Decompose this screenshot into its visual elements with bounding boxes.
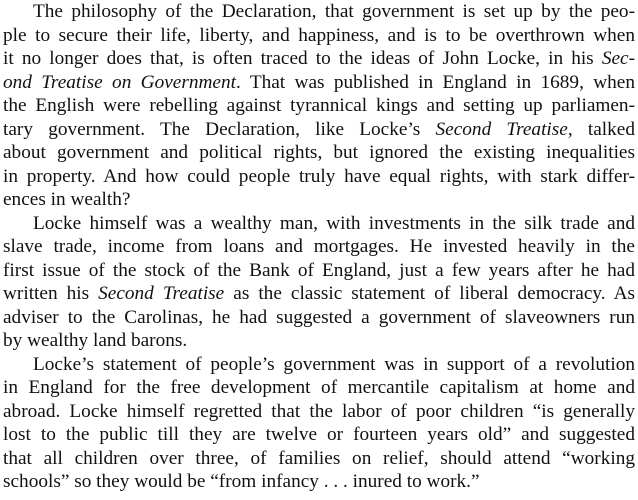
paragraph-3-line-2: in England for the free development of mercantile capitalism at home and xyxy=(3,377,635,398)
paragraph-1-line-5: the English were rebelling against tyrannical kings and setting up parliamen- xyxy=(3,95,635,116)
paragraph-3-line-5: that all children over three, of families on relief, should attend “working xyxy=(3,447,635,469)
paragraph-1-line-9: ences in wealth? xyxy=(3,189,131,210)
paragraph-1-line-3: it no longer does that, is often traced to the ideas of John Locke, in his Sec- xyxy=(3,48,635,69)
paragraph-1-line-7: about government and political rights, but ignored the existing inequalities xyxy=(3,142,635,163)
paragraph-1-line-2: ple to secure their life, liberty, and happiness, and is to be overthrown when xyxy=(3,24,635,46)
paragraph-3-line-1: Locke’s statement of people’s government was in support of a revolution xyxy=(33,353,635,375)
paragraph-3-line-3: abroad. Locke himself regretted that the labor of poor children “is generally xyxy=(3,400,635,422)
paragraph-3-line-4: lost to the public till they are twelve or fourteen years old” and suggested xyxy=(3,424,635,445)
paragraph-2-line-6: by wealthy land barons. xyxy=(3,330,188,351)
paragraph-1-line-8: in property. And how could people truly have equal rights, with stark differ- xyxy=(3,165,635,187)
paragraph-2-line-5: adviser to the Carolinas, he had suggested a government of slaveowners run xyxy=(3,306,635,328)
paragraph-3-line-6: schools” so they would be “from infancy . . . inured to work.” xyxy=(3,471,480,492)
paragraph-2-line-1: Locke himself was a wealthy man, with investments in the silk trade and xyxy=(33,212,635,234)
paragraph-1-line-1: The philosophy of the Declaration, that government is set up by the peo- xyxy=(33,1,635,22)
document-body xyxy=(3,0,635,494)
paragraph-2-line-2: slave trade, income from loans and mortgages. He invested heavily in the xyxy=(3,236,635,257)
paragraph-2-line-3: first issue of the stock of the Bank of England, just a few years after he had xyxy=(3,259,635,281)
paragraph-1-line-6: tary government. The Declaration, like Locke’s Second Treatise, talked xyxy=(3,118,636,140)
paragraph-2-line-4: written his Second Treatise as the classic statement of liberal democracy. As xyxy=(3,283,636,304)
paragraph-1-line-4: ond Treatise on Government. That was published in England in 1689, when xyxy=(3,71,636,93)
